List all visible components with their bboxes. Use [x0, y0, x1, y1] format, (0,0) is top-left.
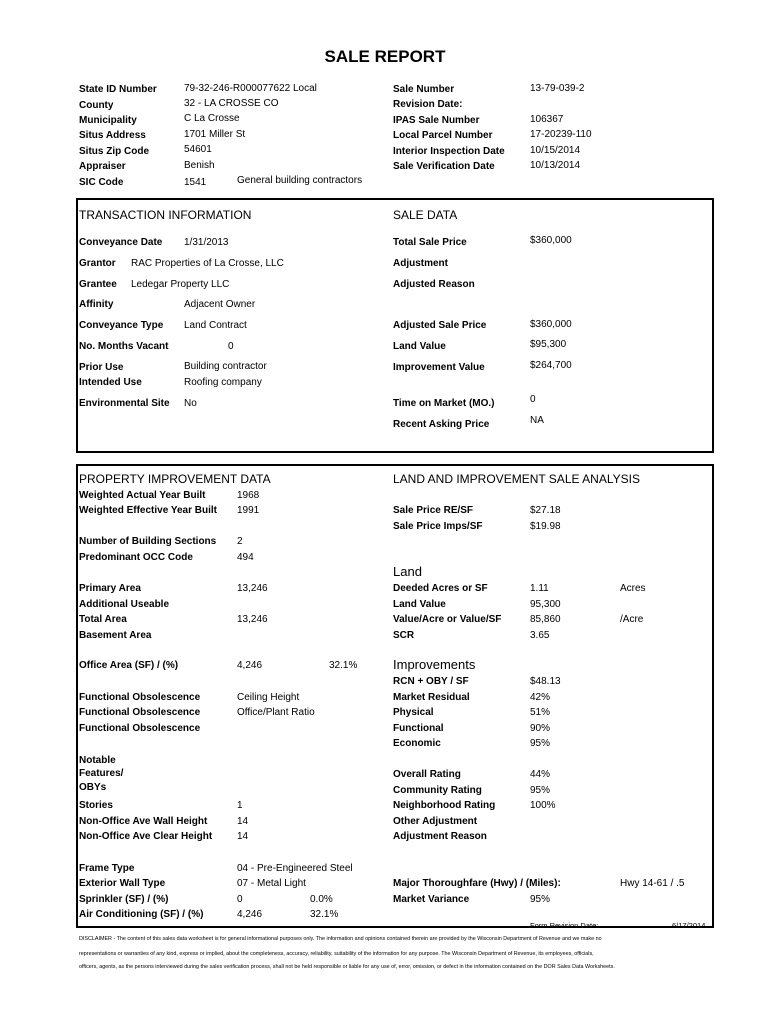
functional-obsolescence-1-label: Functional Obsolescence: [79, 692, 201, 703]
grantor-value: RAC Properties of La Crosse, LLC: [131, 258, 284, 269]
interior-inspection-value: 10/15/2014: [530, 145, 581, 156]
office-area-pct: 32.1%: [329, 660, 358, 671]
appraiser-value: Benish: [184, 160, 215, 171]
office-area-value: 4,246: [237, 660, 263, 671]
grantor-label: Grantor: [79, 258, 116, 269]
major-thoroughfare-label: Major Thoroughfare (Hwy) / (Miles):: [393, 878, 561, 889]
months-vacant-value: 0: [228, 341, 234, 352]
occ-code-value: 494: [237, 552, 254, 563]
office-area-label: Office Area (SF) / (%): [79, 660, 179, 671]
functional-obsolescence-2-value: Office/Plant Ratio: [237, 707, 315, 718]
land-value-label: Land Value: [393, 341, 446, 352]
time-on-market-label: Time on Market (MO.): [393, 398, 495, 409]
deeded-acres-unit: Acres: [620, 583, 646, 594]
additional-useable-label: Additional Useable: [79, 599, 170, 610]
deeded-acres-value: 1.11: [530, 583, 549, 594]
ipas-value: 106367: [530, 114, 564, 125]
overall-rating-value: 44%: [530, 769, 551, 780]
land-value-value: $95,300: [530, 339, 567, 350]
air-conditioning-pct-value: 32.1%: [310, 909, 339, 920]
exterior-wall-label: Exterior Wall Type: [79, 878, 166, 889]
affinity-value: Adjacent Owner: [184, 299, 256, 310]
sale-data-heading: SALE DATA: [393, 208, 458, 222]
sale-price-imps-sf-value: $19.98: [530, 521, 561, 532]
sic-code-label: SIC Code: [79, 177, 124, 188]
state-id-label: State ID Number: [79, 84, 157, 95]
wayb-label: Weighted Actual Year Built: [79, 490, 206, 501]
exterior-wall-value: 07 - Metal Light: [237, 878, 306, 889]
prior-use-value: Building contractor: [184, 361, 267, 372]
grantee-value: Ledegar Property LLC: [131, 279, 230, 290]
frame-type-label: Frame Type: [79, 863, 135, 874]
primary-area-label: Primary Area: [79, 583, 141, 594]
municipality-label: Municipality: [79, 115, 137, 126]
stories-value: 1: [237, 800, 243, 811]
building-sections-label: Number of Building Sections: [79, 536, 217, 547]
functional-obsolescence-1-value: Ceiling Height: [237, 692, 300, 703]
notable-label-line3: OBYs: [79, 782, 107, 793]
stories-label: Stories: [79, 800, 113, 811]
intended-use-label: Intended Use: [79, 377, 142, 388]
clear-height-value: 14: [237, 831, 249, 842]
county-value: 32 - LA CROSSE CO: [184, 98, 279, 109]
local-parcel-label: Local Parcel Number: [393, 130, 493, 141]
major-thoroughfare-value: Hwy 14-61 / .5: [620, 878, 685, 889]
state-id-value: 79-32-246-R000077622 Local: [184, 83, 317, 94]
functional-obsolescence-3-label: Functional Obsolescence: [79, 723, 201, 734]
months-vacant-label: No. Months Vacant: [79, 341, 169, 352]
physical-value: 51%: [530, 707, 551, 718]
physical-label: Physical: [393, 707, 434, 718]
environmental-site-value: No: [184, 398, 197, 409]
wall-height-label: Non-Office Ave Wall Height: [79, 816, 208, 827]
market-variance-value: 95%: [530, 894, 551, 905]
economic-label: Economic: [393, 738, 441, 749]
situs-address-value: 1701 Miller St: [184, 129, 246, 140]
notable-label-line1: Notable: [79, 755, 116, 766]
adjustment-label: Adjustment: [393, 258, 448, 269]
form-revision-label: Form Revision Date:: [530, 921, 599, 930]
sprinkler-sf-value: 0: [237, 894, 243, 905]
sprinkler-pct-value: 0.0%: [310, 894, 333, 905]
prior-use-label: Prior Use: [79, 362, 124, 373]
air-conditioning-sf-value: 4,246: [237, 909, 263, 920]
total-area-value: 13,246: [237, 614, 268, 625]
functional-obsolescence-2-label: Functional Obsolescence: [79, 707, 201, 718]
occ-code-label: Predominant OCC Code: [79, 552, 193, 563]
building-sections-value: 2: [237, 536, 243, 547]
sprinkler-label: Sprinkler (SF) / (%): [79, 894, 169, 905]
total-sale-price-label: Total Sale Price: [393, 237, 467, 248]
adjusted-reason-label: Adjusted Reason: [393, 279, 475, 290]
form-revision-value: 6/17/2014: [672, 921, 706, 930]
sale-verification-value: 10/13/2014: [530, 160, 581, 171]
ipas-label: IPAS Sale Number: [393, 115, 480, 126]
disclaimer-line-3: officers, agents, as the persons interviewed during the sales verification process, shall not be held responsible or liable for any use of, error, omission, or defect in the information contained on the DOR Sales Data Worksheets.: [79, 964, 615, 970]
sic-description: General building contractors: [237, 175, 363, 186]
clear-height-label: Non-Office Ave Clear Height: [79, 831, 213, 842]
analysis-land-value-value: 95,300: [530, 599, 561, 610]
appraiser-label: Appraiser: [79, 161, 126, 172]
improvement-value-label: Improvement Value: [393, 362, 485, 373]
total-area-label: Total Area: [79, 614, 127, 625]
weyb-label: Weighted Effective Year Built: [79, 505, 218, 516]
community-rating-value: 95%: [530, 785, 551, 796]
overall-rating-label: Overall Rating: [393, 769, 461, 780]
conveyance-date-label: Conveyance Date: [79, 237, 163, 248]
property-heading: PROPERTY IMPROVEMENT DATA: [79, 472, 271, 486]
land-subheading: Land: [393, 564, 422, 579]
rcn-value: $48.13: [530, 676, 561, 687]
sale-price-re-sf-label: Sale Price RE/SF: [393, 505, 474, 516]
notable-label-line2: Features/: [79, 768, 124, 779]
air-conditioning-label: Air Conditioning (SF) / (%): [79, 909, 204, 920]
interior-inspection-label: Interior Inspection Date: [393, 146, 505, 157]
recent-asking-price-value: NA: [530, 415, 544, 426]
community-rating-label: Community Rating: [393, 785, 482, 796]
sale-number-label: Sale Number: [393, 84, 455, 95]
wayb-value: 1968: [237, 490, 260, 501]
value-acre-unit: /Acre: [620, 614, 644, 625]
value-acre-value: 85,860: [530, 614, 561, 625]
functional-value: 90%: [530, 723, 551, 734]
revision-date-label: Revision Date:: [393, 99, 463, 110]
rcn-label: RCN + OBY / SF: [393, 676, 469, 687]
intended-use-value: Roofing company: [184, 377, 262, 388]
improvements-subheading: Improvements: [393, 657, 476, 672]
adjustment-reason-label: Adjustment Reason: [393, 831, 487, 842]
analysis-land-value-label: Land Value: [393, 599, 446, 610]
adjusted-sale-price-value: $360,000: [530, 319, 572, 330]
situs-address-label: Situs Address: [79, 130, 146, 141]
transaction-heading: TRANSACTION INFORMATION: [79, 208, 252, 222]
market-residual-label: Market Residual: [393, 692, 470, 703]
situs-zip-value: 54601: [184, 144, 212, 155]
municipality-value: C La Crosse: [184, 113, 240, 124]
scr-label: SCR: [393, 630, 415, 641]
conveyance-date-value: 1/31/2013: [184, 237, 229, 248]
functional-label: Functional: [393, 723, 444, 734]
county-label: County: [79, 100, 114, 111]
recent-asking-price-label: Recent Asking Price: [393, 419, 490, 430]
sale-verification-label: Sale Verification Date: [393, 161, 495, 172]
neighborhood-rating-label: Neighborhood Rating: [393, 800, 496, 811]
market-variance-label: Market Variance: [393, 894, 470, 905]
analysis-heading: LAND AND IMPROVEMENT SALE ANALYSIS: [393, 472, 640, 486]
time-on-market-value: 0: [530, 394, 536, 405]
local-parcel-value: 17-20239-110: [530, 129, 592, 140]
market-residual-value: 42%: [530, 692, 551, 703]
situs-zip-label: Situs Zip Code: [79, 146, 149, 157]
primary-area-value: 13,246: [237, 583, 268, 594]
basement-area-label: Basement Area: [79, 630, 152, 641]
weyb-value: 1991: [237, 505, 260, 516]
wall-height-value: 14: [237, 816, 249, 827]
other-adjustment-label: Other Adjustment: [393, 816, 478, 827]
conveyance-type-value: Land Contract: [184, 320, 247, 331]
sale-price-imps-sf-label: Sale Price Imps/SF: [393, 521, 483, 532]
page-title: SALE REPORT: [324, 47, 446, 66]
environmental-site-label: Environmental Site: [79, 398, 170, 409]
sic-code-value: 1541: [184, 177, 207, 188]
value-acre-label: Value/Acre or Value/SF: [393, 614, 502, 625]
conveyance-type-label: Conveyance Type: [79, 320, 164, 331]
improvement-value-value: $264,700: [530, 360, 572, 371]
total-sale-price-value: $360,000: [530, 235, 572, 246]
adjusted-sale-price-label: Adjusted Sale Price: [393, 320, 487, 331]
disclaimer-line-1: DISCLAIMER - The content of this sales data worksheet is for general informational purposes only. The information and opinions contained therein are provided by the Wisconsin Department of Revenue and we make no: [79, 936, 602, 942]
deeded-acres-label: Deeded Acres or SF: [393, 583, 488, 594]
scr-value: 3.65: [530, 630, 550, 641]
affinity-label: Affinity: [79, 299, 114, 310]
frame-type-value: 04 - Pre-Engineered Steel: [237, 863, 353, 874]
neighborhood-rating-value: 100%: [530, 800, 556, 811]
sale-price-re-sf-value: $27.18: [530, 505, 561, 516]
economic-value: 95%: [530, 738, 551, 749]
disclaimer-line-2: representations or warranties of any kind, express or implied, about the completeness, accuracy, reliability, suitability of the information for any purpose. The Wisconsin Department of Revenue, its employees, officials,: [79, 951, 594, 957]
grantee-label: Grantee: [79, 279, 117, 290]
sale-number-value: 13-79-039-2: [530, 83, 585, 94]
